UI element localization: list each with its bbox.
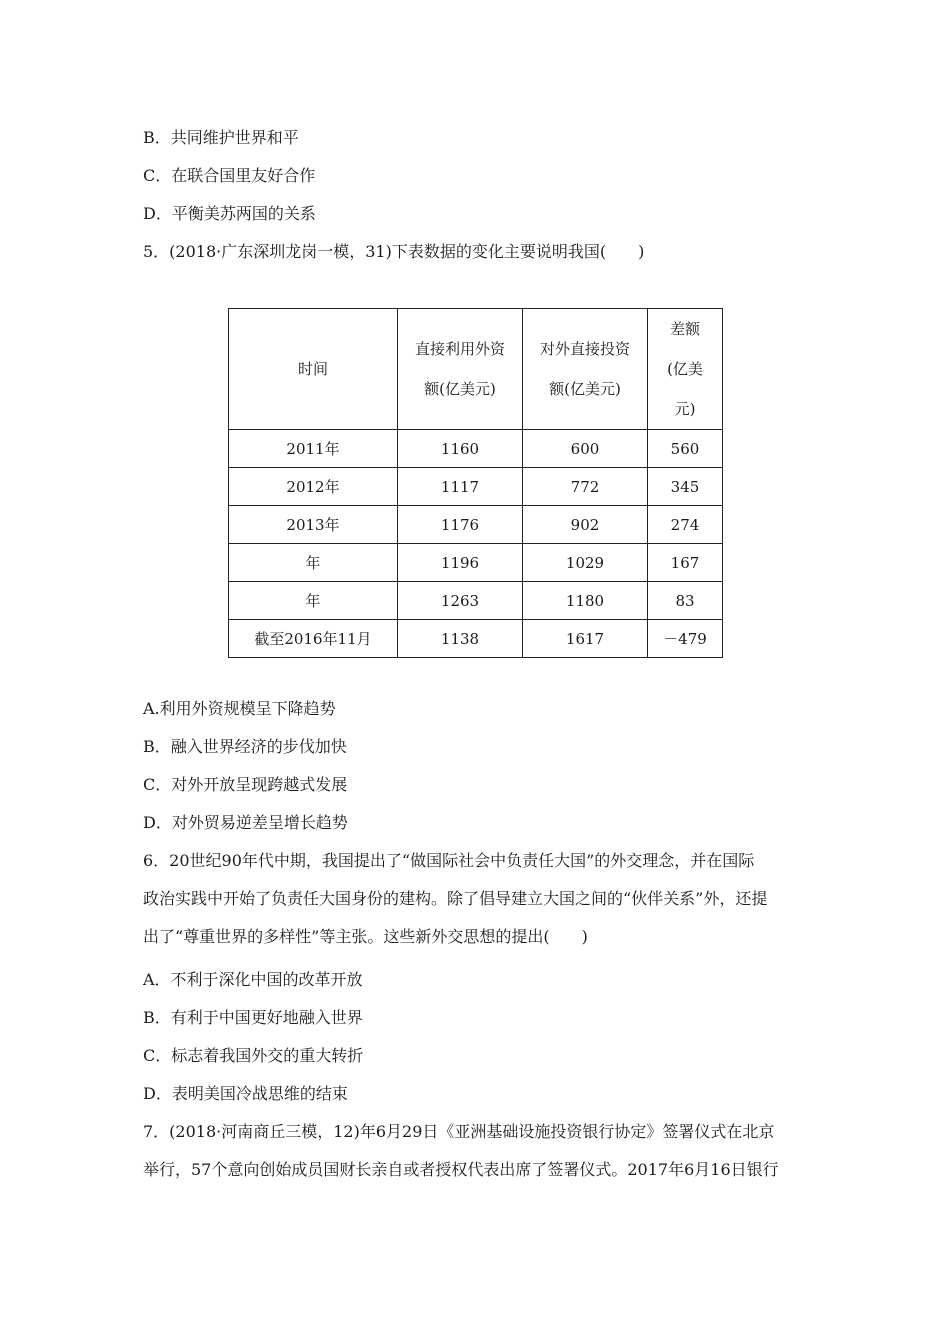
q5-data-table: [228, 308, 723, 658]
table-header-row: [229, 309, 723, 430]
q5-stem: 5．(2018·广东深圳龙岗一模，31)下表数据的变化主要说明我国( ): [143, 242, 645, 261]
q6-option-b: B．有利于中国更好地融入世界: [143, 1008, 363, 1027]
table-row: [229, 430, 723, 468]
q7-stem-line: 7．(2018·河南商丘三模，12)年6月29日《亚洲基础设施投资银行协定》签署仪式在北京: [143, 1122, 775, 1141]
cell-difference: 83: [648, 582, 723, 620]
q6-option-d: D．表明美国冷战思维的结束: [143, 1084, 348, 1103]
cell-odi: 1029: [523, 544, 648, 582]
cell-odi: 1180: [523, 582, 648, 620]
header-fdi-used: 直接利用外资 额(亿美元): [398, 309, 523, 430]
header-odi: 对外直接投资 额(亿美元): [523, 309, 648, 430]
q5-option-d: D．对外贸易逆差呈增长趋势: [143, 813, 348, 832]
cell-odi: 902: [523, 506, 648, 544]
q4-option-c: C．在联合国里友好合作: [143, 166, 316, 185]
cell-difference: 345: [648, 468, 723, 506]
cell-odi: 600: [523, 430, 648, 468]
table-row: [229, 468, 723, 506]
cell-fdi-used: 1117: [398, 468, 523, 506]
q5-option-a: A.利用外资规模呈下降趋势: [143, 699, 336, 718]
q6-option-a: A．不利于深化中国的改革开放: [143, 970, 363, 989]
q7-stem: [143, 1122, 815, 1198]
cell-odi: 772: [523, 468, 648, 506]
q6-stem-line: 6．20世纪90年代中期，我国提出了“做国际社会中负责任大国”的外交理念，并在国际: [143, 851, 755, 870]
cell-difference: 560: [648, 430, 723, 468]
q6-option-c: C．标志着我国外交的重大转折: [143, 1046, 364, 1065]
cell-fdi-used: 1263: [398, 582, 523, 620]
cell-time: 年: [229, 544, 398, 582]
header-difference: 差额 (亿美 元): [648, 309, 723, 430]
cell-difference: －479: [648, 620, 723, 658]
cell-fdi-used: 1196: [398, 544, 523, 582]
cell-difference: 167: [648, 544, 723, 582]
cell-time: 2012年: [229, 468, 398, 506]
cell-time: 截至2016年11月: [229, 620, 398, 658]
cell-difference: 274: [648, 506, 723, 544]
table-row: [229, 506, 723, 544]
table-row: [229, 544, 723, 582]
cell-odi: 1617: [523, 620, 648, 658]
table-row: [229, 582, 723, 620]
q5-option-b: B．融入世界经济的步伐加快: [143, 737, 347, 756]
header-time: 时间: [229, 309, 398, 430]
q4-option-b: B．共同维护世界和平: [143, 128, 299, 147]
q6-stem: [143, 851, 815, 965]
table-row: [229, 620, 723, 658]
q5-option-c: C．对外开放呈现跨越式发展: [143, 775, 348, 794]
q6-stem-line: 出了“尊重世界的多样性”等主张。这些新外交思想的提出( ): [143, 927, 588, 946]
cell-time: 年: [229, 582, 398, 620]
cell-time: 2013年: [229, 506, 398, 544]
cell-fdi-used: 1138: [398, 620, 523, 658]
q4-option-d: D．平衡美苏两国的关系: [143, 204, 316, 223]
cell-fdi-used: 1176: [398, 506, 523, 544]
q7-stem-line: 举行，57个意向创始成员国财长亲自或者授权代表出席了签署仪式。2017年6月16日银行: [143, 1160, 779, 1179]
q6-stem-line: 政治实践中开始了负责任大国身份的建构。除了倡导建立大国之间的“伙伴关系”外，还提: [143, 889, 768, 908]
cell-time: 2011年: [229, 430, 398, 468]
cell-fdi-used: 1160: [398, 430, 523, 468]
